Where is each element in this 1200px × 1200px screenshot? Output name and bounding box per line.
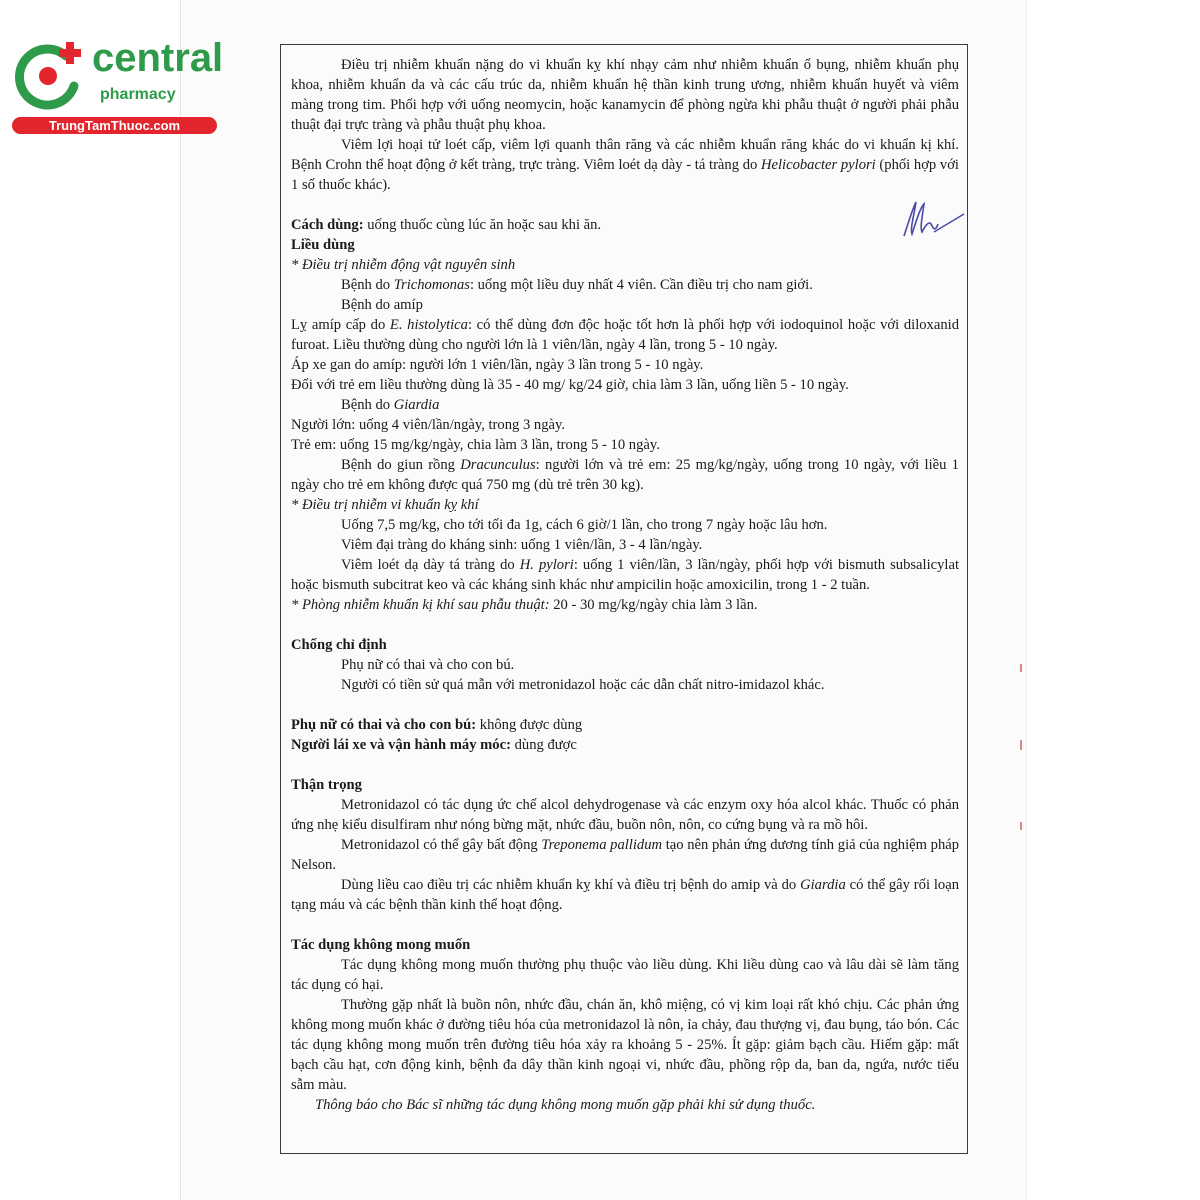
pregnancy-line: Phụ nữ có thai và cho con bú: không được dùng — [291, 717, 583, 733]
central-pharmacy-logo — [8, 36, 224, 136]
protozoa-heading: * Điều trị nhiễm động vật nguyên sinh — [291, 257, 516, 273]
usage-line: Cách dùng: uống thuốc cùng lúc ăn hoặc sau khi ăn. — [291, 217, 602, 233]
giardia-adult-line: Người lớn: uống 4 viên/lần/ngày, trong 3 ngày. — [291, 417, 565, 433]
dracunculus-paragraph: Bệnh do giun rồng Dracunculus: người lớn và trẻ em: 25 mg/kg/ngày, uống trong 10 ngày, với liều 1 ngày cho trẻ em không được quá 750 mg (dù trẻ trên 30 kg). — [291, 457, 959, 493]
abscess-line: Áp xe gan do amíp: người lớn 1 viên/lần, ngày 3 lần trong 5 - 10 ngày. — [291, 357, 704, 373]
trichomonas-line: Bệnh do Trichomonas: uống một liều duy nhất 4 viên. Cần điều trị cho nam giới. — [341, 277, 813, 293]
margin-mark — [1020, 822, 1022, 830]
side-effects-paragraph-2: Thường gặp nhất là buồn nôn, nhức đầu, chán ăn, khô miệng, có vị kim loại rất khó chịu. Các phản ứng không mong muốn khác ở đường tiêu hóa của metronidazol là nôn, ỉa chảy, đau thượng vị, đau bụng, táo bón. Các tác dụng không mong muốn trên đường tiêu hóa xảy ra khoảng 5 - 25%. Ít gặp: giảm bạch cầu. Hiếm gặp: mất bạch cầu hạt, cơn động kinh, bệnh đa dây thần kinh ngoại vi, nhức đầu, phồng rộp da, ban da, ngứa, nước tiểu sẫm màu. — [291, 997, 959, 1093]
driving-line: Người lái xe và vận hành máy móc: dùng được — [291, 737, 577, 753]
indications-paragraph-2: Viêm lợi hoại tử loét cấp, viêm lợi quanh thân răng và các nhiễm khuẩn răng khác do vi khuẩn kị khí. Bệnh Crohn thể hoạt động ở kết tràng, trực tràng. Viêm loét dạ dày - tá tràng do Helicobacter pylori (phối hợp với 1 số thuốc khác). — [291, 137, 959, 193]
caution-paragraph-2: Metronidazol có thể gây bất động Treponema pallidum tạo nên phản ứng dương tính giả của nghiệm pháp Nelson. — [291, 837, 960, 873]
caution-heading: Thận trọng — [291, 777, 362, 793]
notify-doctor-line: Thông báo cho Bác sĩ những tác dụng không mong muốn gặp phải khi sử dụng thuốc. — [315, 1097, 816, 1113]
logo-name: central — [92, 36, 224, 80]
giardia-heading: Bệnh do Giardia — [341, 397, 440, 413]
giardia-child-line: Trẻ em: uống 15 mg/kg/ngày, chia làm 3 lần, trong 5 - 10 ngày. — [291, 437, 660, 453]
margin-mark — [1020, 664, 1022, 672]
contraindication-item: Phụ nữ có thai và cho con bú. — [341, 657, 515, 673]
logo-website: TrungTamThuoc.com — [12, 117, 217, 134]
anaerobe-heading: * Điều trị nhiễm vi khuẩn kỵ khí — [291, 497, 479, 513]
amip-heading: Bệnh do amíp — [341, 297, 423, 313]
anaerobe-dose-line: Uống 7,5 mg/kg, cho tới tối đa 1g, cách 6 giờ/1 lần, cho trong 7 ngày hoặc lâu hơn. — [341, 517, 828, 533]
document-body — [291, 55, 959, 1115]
logo-subtitle: pharmacy — [100, 86, 176, 103]
colitis-line: Viêm đại tràng do kháng sinh: uống 1 viên/lần, 3 - 4 lần/ngày. — [341, 537, 703, 553]
dysentery-paragraph: Lỵ amíp cấp do E. histolytica: có thể dùng đơn độc hoặc tốt hơn là phối hợp với iodoquinol hoặc với diloxanid furoat. Liều thường dùng cho người lớn là 1 viên/lần, ngày 4 lần, trong 5 - 10 ngày. — [291, 317, 959, 353]
side-effects-paragraph: Tác dụng không mong muốn thường phụ thuộc vào liều dùng. Khi liều dùng cao và lâu dài sẽ làm tăng tác dụng có hại. — [291, 957, 959, 993]
dosage-heading: Liều dùng — [291, 237, 355, 253]
side-effects-heading: Tác dụng không mong muốn — [291, 937, 471, 953]
indications-paragraph: Điều trị nhiễm khuẩn nặng do vi khuẩn kỵ khí nhạy cảm như nhiễm khuẩn ổ bụng, nhiễm khuẩn phụ khoa, nhiễm khuẩn da và các cấu trúc da, nhiễm khuẩn hệ thần kinh trung ương, nhiễm khuẩn huyết và viêm màng trong tim. Phối hợp với uống neomycin, hoặc kanamycin để phòng ngừa khi phẫu thuật ở người phải phẫu thuật đại trực tràng và phẫu thuật phụ khoa. — [291, 57, 959, 133]
caution-paragraph: Metronidazol có tác dụng ức chế alcol dehydrogenase và các enzym oxy hóa alcol khác. Thuốc có phản ứng nhẹ kiểu disulfiram như nóng bừng mặt, nhức đầu, buồn nôn, nôn, co cứng bụng và ra mồ hôi. — [291, 797, 959, 833]
children-amip-line: Đối với trẻ em liều thường dùng là 35 - 40 mg/ kg/24 giờ, chia làm 3 lần, uống liền 5 - 10 ngày. — [291, 377, 849, 393]
caution-paragraph-3: Dùng liều cao điều trị các nhiễm khuẩn kỵ khí và điều trị bệnh do amip và do Giardia có thể gây rối loạn tạng máu và các bệnh thần kinh thể hoạt động. — [291, 877, 959, 913]
prevention-line: * Phòng nhiễm khuẩn kị khí sau phẫu thuật: 20 - 30 mg/kg/ngày chia làm 3 lần. — [291, 597, 758, 613]
contraindication-item: Người có tiền sử quá mẫn với metronidazol hoặc các dẫn chất nitro-imidazol khác. — [341, 677, 825, 693]
logo-mark-icon — [14, 38, 90, 114]
margin-mark — [1020, 740, 1022, 750]
contraindications-heading: Chống chỉ định — [291, 637, 387, 653]
h-pylori-paragraph: Viêm loét dạ dày tá tràng do H. pylori: uống 1 viên/lần, 3 lần/ngày, phối hợp với bismuth subsalicylat hoặc bismuth subcitrat keo và các kháng sinh khác như ampicilin hoặc amoxicilin, trong 1 - 2 tuần. — [291, 557, 959, 593]
